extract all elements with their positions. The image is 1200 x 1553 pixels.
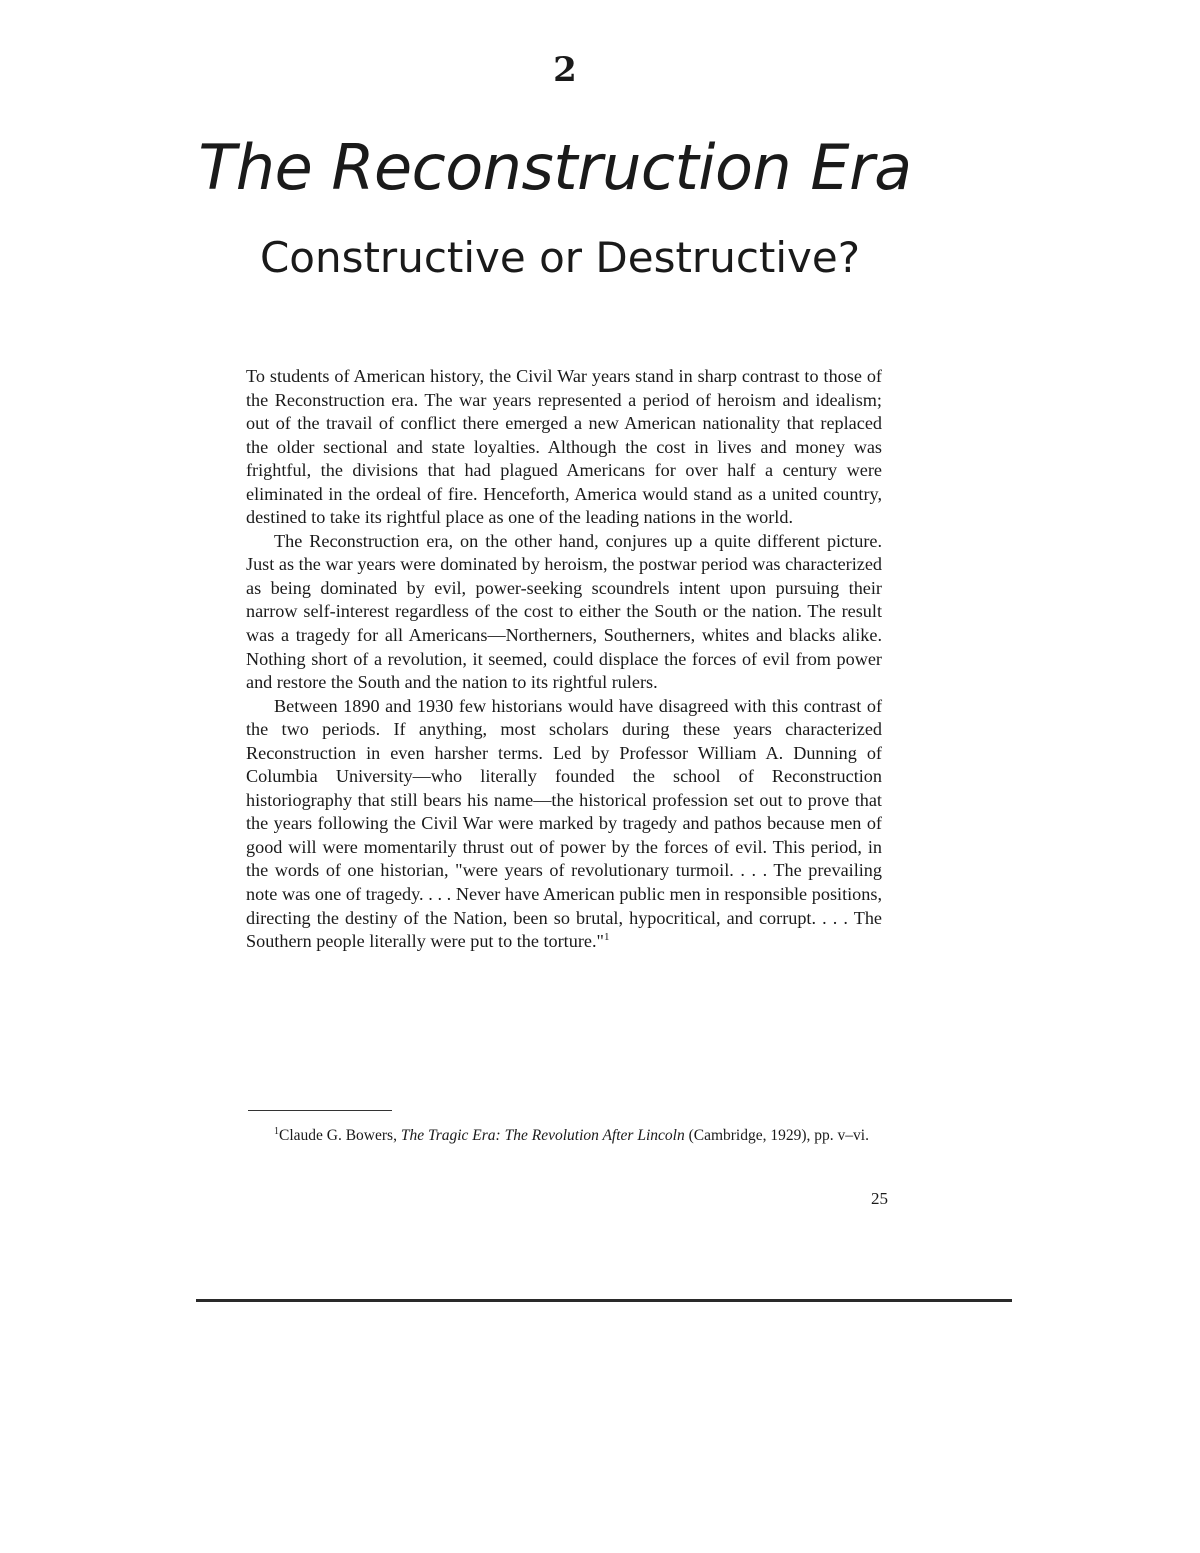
- chapter-title: The Reconstruction Era: [198, 131, 912, 204]
- footnote-divider: [248, 1110, 392, 1111]
- body-text: [246, 365, 882, 954]
- footnote-author: Claude G. Bowers,: [279, 1127, 401, 1144]
- paragraph-dunning-school: [246, 695, 882, 954]
- footnote: [246, 1125, 882, 1147]
- footnote-details: (Cambridge, 1929), pp. v–vi.: [684, 1127, 869, 1144]
- page-number: 25: [871, 1189, 888, 1208]
- footnote-marker: 1: [274, 1125, 279, 1137]
- paragraph-reconstruction-contrast: The Reconstruction era, on the other hand, conjures up a quite different picture. Just as the war years were dominated by heroism, the postwar period was characterized as being dominated by evil, power-seeking scoundrels intent upon pursuing their narrow self-interest regardless of the cost to either the South or the nation. The result was a tragedy for all Americans—Northerners, Southerners, whites and blacks alike. Nothing short of a revolution, it seemed, could displace the forces of evil from power and restore the South and the nation to its rightful rulers.: [246, 530, 882, 693]
- footnote-reference: 1: [603, 931, 610, 944]
- chapter-number: 2: [553, 50, 577, 90]
- paragraph-intro: To students of American history, the Civil War years stand in sharp contrast to those of the Reconstruction era. The war years represented a period of heroism and idealism; out of the travail of conflict there emerged a new American nationality that replaced the older sectional and state loyalties. Although the cost in lives and money was frightful, the divisions that had plagued Americans for over half a century were eliminated in the ordeal of fire. Henceforth, America would stand as a united country, destined to take its rightful place as one of the leading nations in the world.: [246, 366, 882, 528]
- footnote-book-title: The Tragic Era: The Revolution After Lincoln: [400, 1127, 685, 1144]
- chapter-subtitle: Constructive or Destructive?: [259, 233, 861, 282]
- scan-page-edge: [196, 1299, 1012, 1302]
- paragraph-dunning-school-text: Between 1890 and 1930 few historians would have disagreed with this contrast of the two periods. If anything, most scholars during these years characterized Reconstruction in even harsher terms. Led by Professor William A. Dunning of Columbia University—who literally founded the school of Reconstruction historiography that still bears his name—the historical profession set out to prove that the years following the Civil War were marked by tragedy and pathos because men of good will were momentarily thrust out of power by the forces of evil. This period, in the words of one historian, "were years of revolutionary turmoil. . . . The prevailing note was one of tragedy. . . . Never have American public men in responsible positions, directing the destiny of the Nation, been so brutal, hypocritical, and corrupt. . . . The Southern people literally were put to the torture.": [246, 695, 882, 952]
